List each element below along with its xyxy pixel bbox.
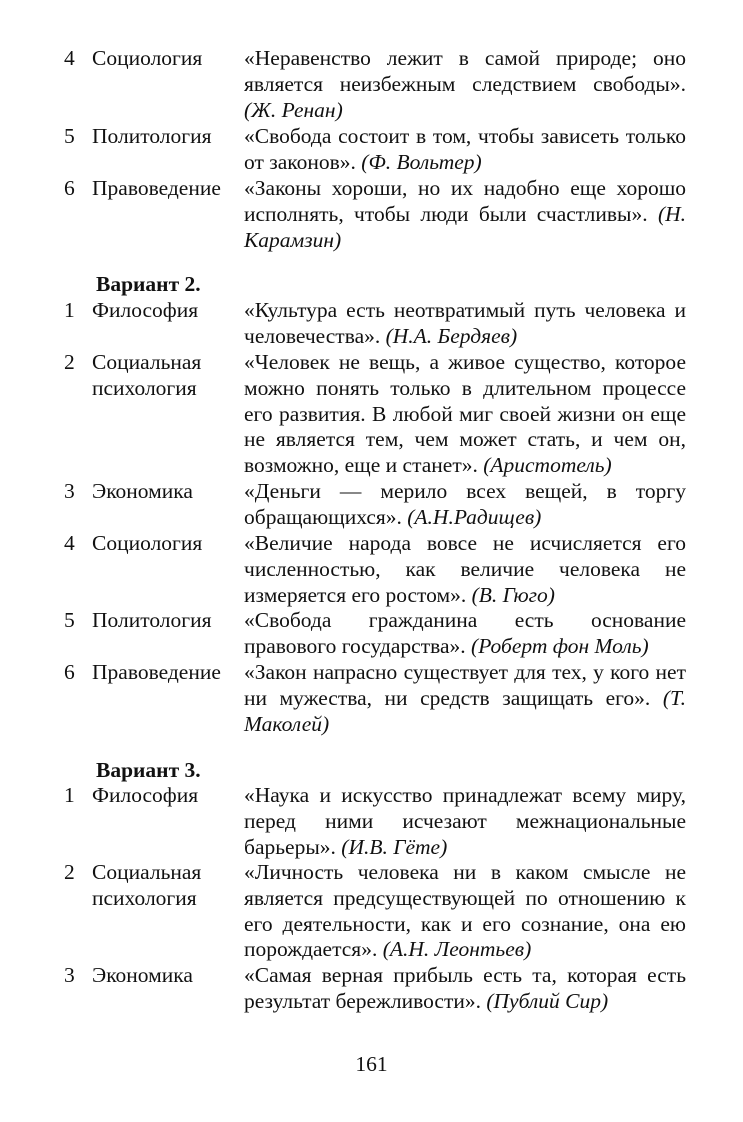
row-quote bbox=[244, 176, 686, 253]
quote-author: (А.Н. Леонтьев) bbox=[382, 937, 532, 962]
page-number: 161 bbox=[355, 1052, 388, 1076]
row-subject: Философия bbox=[92, 298, 199, 322]
quote-text: «Закон напрасно существует для тех, у кого нет ни мужества, ни средств защищать его». bbox=[244, 660, 686, 710]
quote-author: (Аристотель) bbox=[483, 453, 612, 478]
row-quote bbox=[244, 350, 686, 479]
row-subject: Социальная психология bbox=[92, 350, 202, 400]
row-subject: Правоведение bbox=[92, 660, 221, 684]
variant-heading: Вариант 3. bbox=[96, 758, 201, 782]
row-quote bbox=[244, 860, 686, 963]
quote-text: «Культура есть неотвратимый путь человека и человечества». bbox=[244, 298, 686, 348]
quote-author: (Роберт фон Моль) bbox=[471, 633, 649, 658]
row-subject: Социология bbox=[92, 46, 203, 70]
row-number: 1 bbox=[64, 298, 75, 322]
row-quote bbox=[244, 298, 686, 350]
quote-text: «Свобода состоит в том, чтобы зависеть только от законов». bbox=[244, 124, 686, 174]
quote-text: «Деньги — мерило всех вещей, в торгу обращающихся». bbox=[244, 479, 686, 529]
row-number: 6 bbox=[64, 660, 75, 684]
row-quote bbox=[244, 479, 686, 531]
row-subject: Философия bbox=[92, 783, 199, 807]
quote-text: «Личность человека ни в каком смысле не является предсуществующей по отношению к его деятельности, как и его сознание, она ею порождается». bbox=[244, 860, 686, 962]
row-number: 5 bbox=[64, 124, 75, 148]
row-number: 3 bbox=[64, 963, 75, 987]
row-number: 3 bbox=[64, 479, 75, 503]
row-subject: Экономика bbox=[92, 963, 193, 987]
row-quote bbox=[244, 783, 686, 860]
quote-text: «Наука и искусство принадлежат всему миру, перед ними исчезают межнациональные барьеры». bbox=[244, 783, 686, 859]
row-number: 5 bbox=[64, 608, 75, 632]
row-subject: Социология bbox=[92, 531, 203, 555]
quote-author: (А.Н.Радищев) bbox=[407, 504, 542, 529]
quote-author: (Публий Сир) bbox=[486, 988, 609, 1013]
row-number: 4 bbox=[64, 531, 75, 555]
quote-author: (Т. Маколей) bbox=[244, 685, 686, 736]
row-quote bbox=[244, 124, 686, 176]
quote-author: (Н. Карамзин) bbox=[244, 201, 686, 252]
quote-text: «Законы хороши, но их надобно еще хорошо исполнять, чтобы люди были счастливы». bbox=[244, 176, 686, 226]
quote-text: «Самая верная прибыль есть та, которая есть результат бережливости». bbox=[244, 963, 686, 1013]
row-number: 1 bbox=[64, 783, 75, 807]
row-quote bbox=[244, 963, 686, 1015]
row-subject: Социальная психология bbox=[92, 860, 202, 910]
row-subject: Правоведение bbox=[92, 176, 221, 200]
row-quote bbox=[244, 608, 686, 660]
quote-text: «Человек не вещь, а живое существо, которое можно понять только в длительном процессе его развития. В любой миг своей жизни он еще не является тем, чем может стать, и чем он, возможно, еще и станет». bbox=[244, 350, 686, 478]
quote-author: (Ж. Ренан) bbox=[244, 97, 343, 122]
row-number: 4 bbox=[64, 46, 75, 70]
quote-author: (В. Гюго) bbox=[471, 582, 555, 607]
quote-text: «Величие народа вовсе не исчисляется его численностью, как величие человека не измеряется его ростом». bbox=[244, 531, 686, 607]
row-quote bbox=[244, 660, 686, 737]
quote-author: (Н.А. Бердяев) bbox=[385, 323, 518, 348]
variant-heading: Вариант 2. bbox=[96, 272, 201, 296]
quote-text: «Неравенство лежит в самой природе; оно является неизбежным следствием свободы». bbox=[244, 46, 686, 96]
quote-author: (Ф. Вольтер) bbox=[361, 149, 482, 174]
quote-author: (И.В. Гёте) bbox=[341, 834, 448, 859]
quote-text: «Свобода гражданина есть основание правового государства». bbox=[244, 608, 686, 658]
row-number: 2 bbox=[64, 350, 75, 374]
row-subject: Экономика bbox=[92, 479, 193, 503]
row-subject: Политология bbox=[92, 608, 212, 632]
row-subject: Политология bbox=[92, 124, 212, 148]
row-quote bbox=[244, 531, 686, 608]
row-quote bbox=[244, 46, 686, 123]
row-number: 6 bbox=[64, 176, 75, 200]
row-number: 2 bbox=[64, 860, 75, 884]
